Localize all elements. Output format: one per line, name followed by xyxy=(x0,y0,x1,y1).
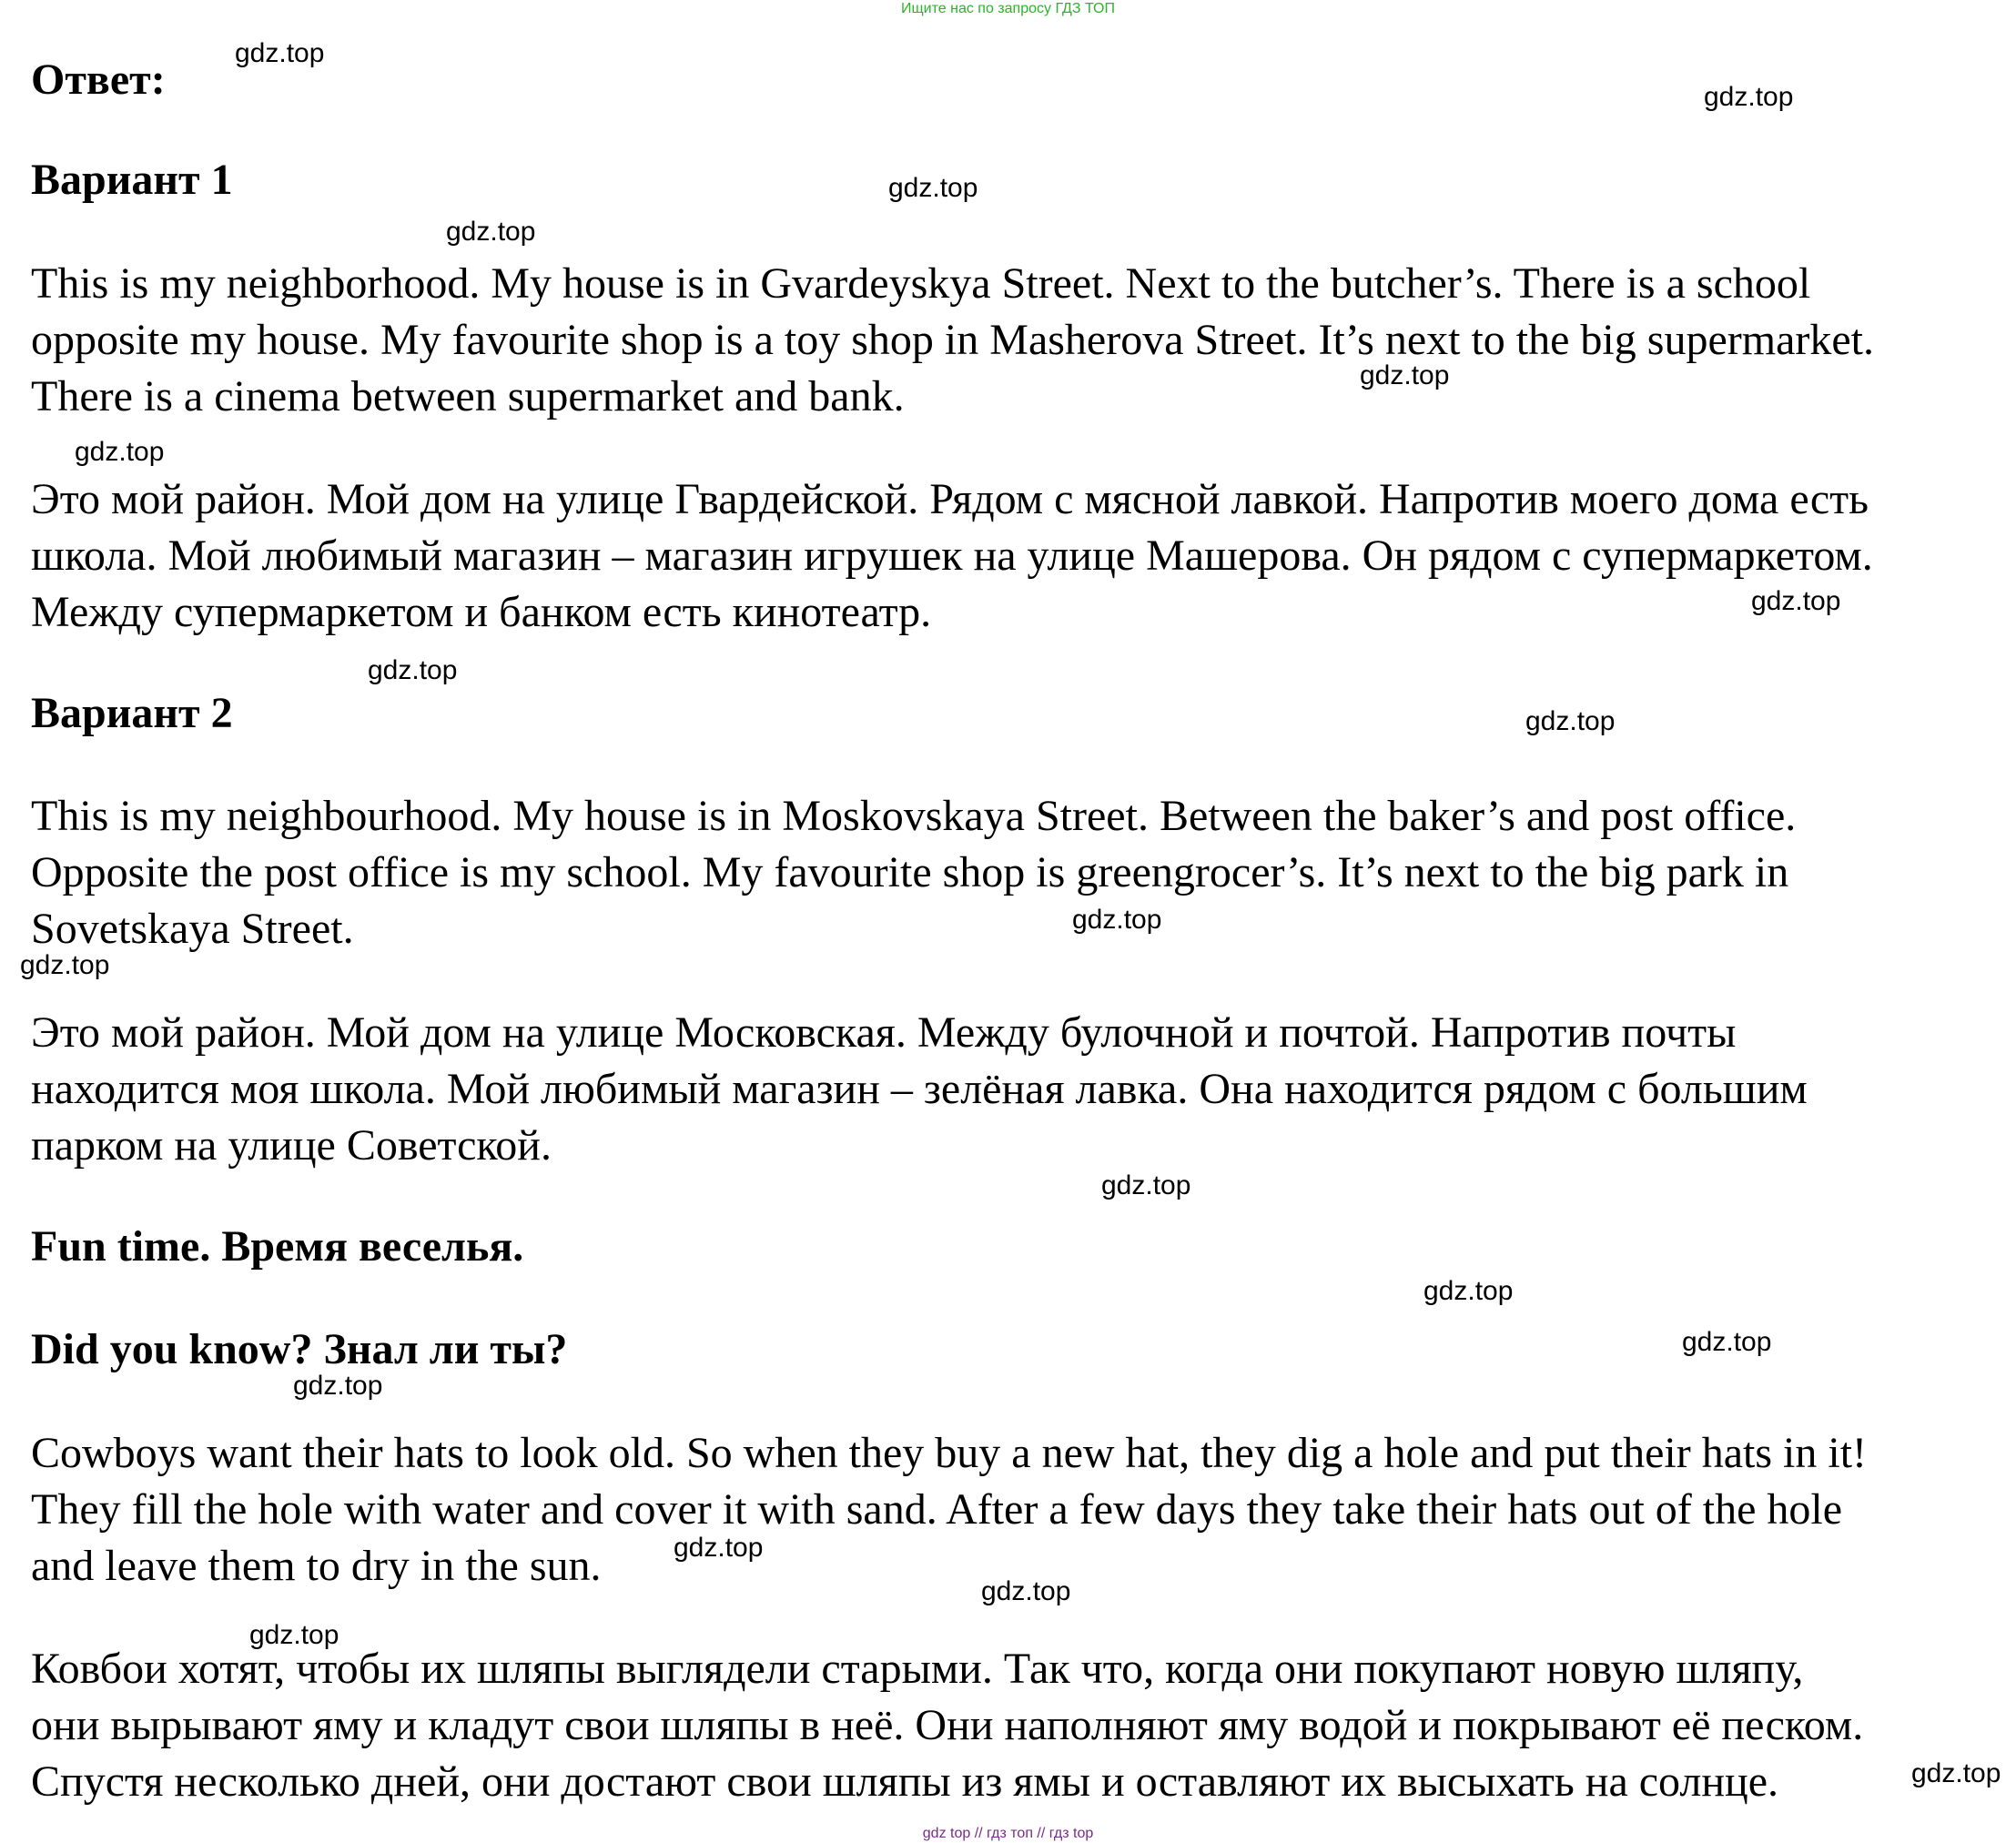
footer-links: gdz top // гдз топ // гдз top xyxy=(922,1826,1094,1841)
variant1-russian-line: Это мой район. Мой дом на улице Гвардейской. Рядом с мясной лавкой. Напротив моего дома есть xyxy=(31,475,1869,523)
variant2-russian-line: парком на улице Советской. xyxy=(31,1121,552,1170)
watermark: gdz.top xyxy=(235,38,325,68)
variant1-russian-line: Между супермаркетом и банком есть кинотеатр. xyxy=(31,588,932,636)
did-you-know-heading: Did you know? Знал ли ты? xyxy=(31,1325,568,1373)
watermark: gdz.top xyxy=(1525,706,1616,736)
variant2-russian-line: Это мой район. Мой дом на улице Московская. Между булочной и почтой. Напротив почты xyxy=(31,1008,1737,1057)
fun-time-heading: Fun time. Время веселья. xyxy=(31,1222,524,1271)
did-you-know-english-line: and leave them to dry in the sun. xyxy=(31,1542,602,1590)
variant2-english-line: Sovetskaya Street. xyxy=(31,905,354,953)
variant2-english-line: This is my neighbourhood. My house is in Moskovskaya Street. Between the baker’s and post office. xyxy=(31,792,1797,840)
watermark: gdz.top xyxy=(1072,905,1162,935)
variant1-english-line: opposite my house. My favourite shop is a toy shop in Masherova Street. It’s next to the big supermarket. xyxy=(31,316,1874,364)
watermark: gdz.top xyxy=(1751,586,1841,616)
watermark: gdz.top xyxy=(1704,82,1794,112)
variant1-heading: Вариант 1 xyxy=(31,156,233,204)
did-you-know-english-paragraph xyxy=(31,1425,1867,1595)
did-you-know-english-line: They fill the hole with water and cover it with sand. After a few days they take their hats out of the hole xyxy=(31,1485,1843,1534)
watermark: gdz.top xyxy=(1423,1276,1514,1306)
watermark: gdz.top xyxy=(888,173,978,203)
watermark: gdz.top xyxy=(293,1371,383,1401)
watermark: gdz.top xyxy=(1682,1327,1772,1357)
did-you-know-russian-line: они вырывают яму и кладут свои шляпы в неё. Они наполняют яму водой и покрывают её песком. xyxy=(31,1701,1864,1749)
variant1-english-paragraph xyxy=(31,256,1874,425)
watermark: gdz.top xyxy=(1360,360,1450,390)
did-you-know-english-line: Cowboys want their hats to look old. So when they buy a new hat, they dig a hole and put their hats in it! xyxy=(31,1429,1868,1477)
watermark: gdz.top xyxy=(368,655,458,685)
variant2-russian-line: находится моя школа. Мой любимый магазин – зелёная лавка. Она находится рядом с большим xyxy=(31,1065,1808,1113)
watermark: gdz.top xyxy=(249,1620,339,1650)
did-you-know-russian-line: Спустя несколько дней, они достают свои шляпы из ямы и оставляют их высыхать на солнце. xyxy=(31,1757,1779,1806)
variant2-english-paragraph xyxy=(31,788,1796,957)
variant1-russian-line: школа. Мой любимый магазин – магазин игрушек на улице Машерова. Он рядом с супермаркетом. xyxy=(31,532,1873,580)
variant1-english-line: This is my neighborhood. My house is in Gvardeyskya Street. Next to the butcher’s. There is a school xyxy=(31,259,1811,308)
variant1-russian-paragraph xyxy=(31,471,1873,641)
variant2-russian-paragraph xyxy=(31,1005,1808,1174)
did-you-know-russian-line: Ковбои хотят, чтобы их шляпы выглядели старыми. Так что, когда они покупают новую шляпу, xyxy=(31,1645,1804,1693)
variant2-english-line: Opposite the post office is my school. My favourite shop is greengrocer’s. It’s next to the big park in xyxy=(31,848,1789,896)
watermark: gdz.top xyxy=(981,1576,1071,1606)
did-you-know-russian-paragraph xyxy=(31,1641,1863,1810)
watermark: gdz.top xyxy=(446,217,536,247)
variant1-english-line: There is a cinema between supermarket and bank. xyxy=(31,372,905,420)
watermark: gdz.top xyxy=(1101,1170,1191,1200)
watermark: gdz.top xyxy=(1911,1758,2001,1788)
variant2-heading: Вариант 2 xyxy=(31,689,233,737)
watermark: gdz.top xyxy=(20,950,110,980)
answer-heading: Ответ: xyxy=(31,56,166,104)
watermark: gdz.top xyxy=(75,437,165,467)
watermark: gdz.top xyxy=(674,1533,764,1563)
top-banner: Ищите нас по запросу ГДЗ ТОП xyxy=(901,1,1115,16)
